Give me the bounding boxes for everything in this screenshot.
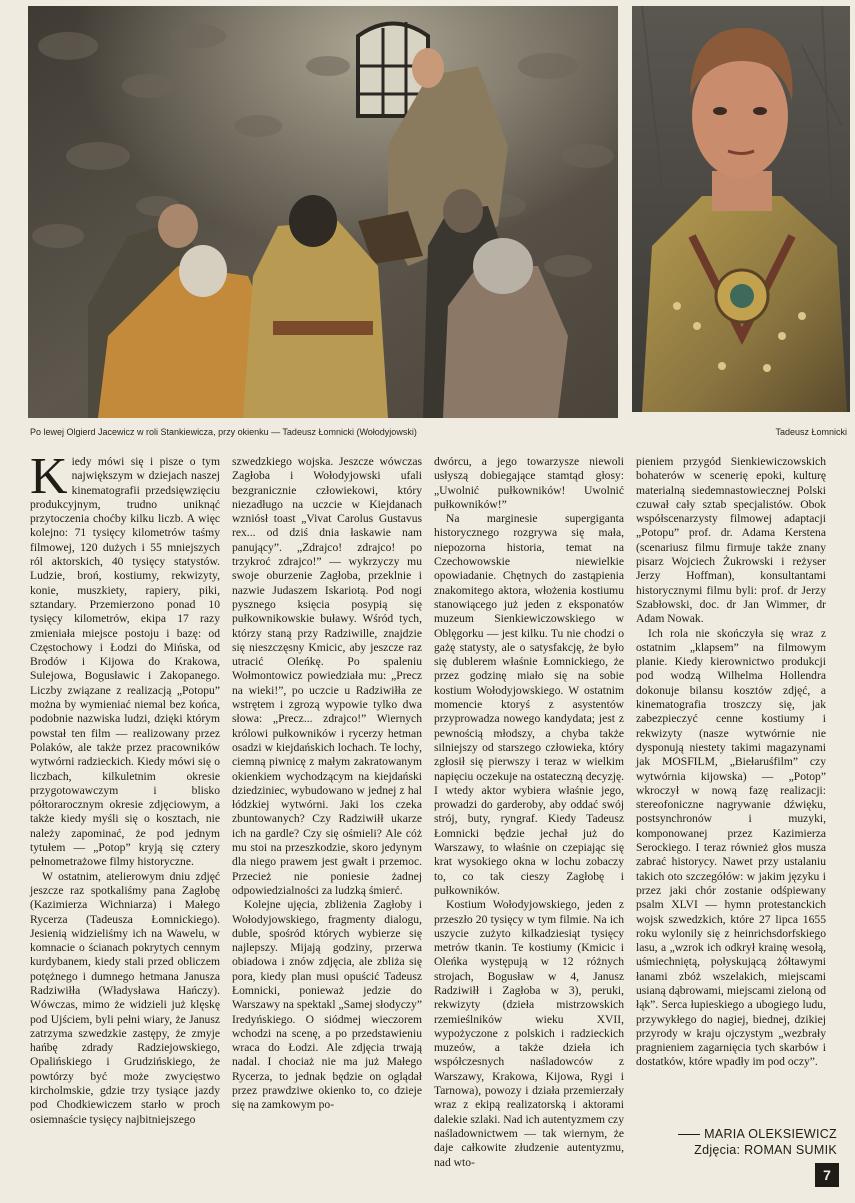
dungeon-scene-image — [28, 6, 618, 418]
article-paragraph: W ostatnim, atelierowym dniu zdjęć jeszcze raz spotkaliśmy pana Zagłobę (Kazimierza Wichniarza) i Małego Rycerza (Tadeusza Łomnickiego). Jesienią widzieliśmy ich na Wawelu, w komnacie o ścianach pokrytych cennym kurdybanem, kiedy stali przed obliczem potężnego i dumnego hetmana Janusza Radziwiłła (Władysława Hańczy). Wówczas, mimo że widzieli już klęskę pod Ujściem, byli pełni wiary, że Janusz zatrzyma szwedzkie zastępy, że zmyje hańbę zdrady Radziejowskiego, Opalińskiego i Grudzińskiego, że powtórzy być może zwycięstwo kircholmskie, gdzie trzy tysiące jazdy pod Chodkiewiczem starło w proch osiemnaście tysięcy najbitniejszego — [30, 869, 220, 1126]
article-column-1 — [30, 448, 220, 1170]
paragraph-text: iedy mówi się i pisze o tym największym w dziejach naszej kinematografii przedsięwzięciu produkcyjnym, trudno uniknąć przytoczenia choćby kilku liczb. A więc kolejno: 71 tysięcy kilometrów taśmy filmowej, 120 dużych i 55 mniejszych ról aktorskich, 40 tysięcy statystów. Ludzie, broń, kostiumy, rekwizyty, konie, muszkiety, rapiery, piki, sztandary. Przemierzono ponad 10 tysięcy kilometrów, ekipa 17 razy zmieniała miejsce postoju i bazę: od Częstochowy i Łodzi do Mińska, od Brodów i Kijowa do Krakowa, Sulejowa, Bogusławic i Zakopanego. Liczby związane z realizacją „Potopu” można by wymieniać niemal bez końca, podobnie nazwiska ludzi, dzięki którym powstał ten film — realizowany przez Polaków, ale także przez pracowników wytwórni radzieckich. Kiedy mówi się o liczbach, kilkuletnim okresie przygotowawczym i blisko półtorarocznym okresie zdjęciowym, a także kiedy myśli się o kosztach, nie należy zapominać, że pod jednym tytułem — „Potop” kryją się cztery pełnometrażowe filmy historyczne. — [30, 455, 220, 869]
article-paragraph: Kolejne ujęcia, zbliżenia Zagłoby i Wołodyjowskiego, fragmenty dialogu, duble, spośród których wybierze się najlepszy. Mijają godziny, przerwa obiadowa i znów zdjęcia, ale zbliża się pora, kiedy plan musi opuścić Tadeusz Łomnicki, ponieważ jedzie do Warszawy na spektakl „Samej słodyczy” Iredyńskiego. O siódmej wieczorem wchodzi na scenę, a po przedstawieniu wraca do Łodzi. Ale zdjęcia trwają nadal. I chociaż nie ma już Małego Rycerza, to jednak będzie on oglądał przez prawdziwe okienko to, co dzieje się na zamkowym po- — [232, 898, 422, 1112]
article-paragraph: pieniem przygód Sienkiewiczowskich bohaterów w scenerię epoki, kulturę materialną siedemnastowiecznej Polski czuwał cały sztab specjalistów. Obok współscenarzysty filmowej adaptacji „Potopu” prof. dr. Adama Kerstena (scenariusz filmu firmuje także znany pisarz Wojciech Żukrowski i reżyser Jerzy Hoffman), konsultantami historycznymi filmu byli: prof. dr Jerzy Szabłowski, doc. dr Jan Wimmer, dr Adam Nowak. — [636, 455, 826, 626]
article-paragraph: szwedzkiego wojska. Jeszcze wówczas Zagłoba i Wołodyjowski ufali bezgranicznie człowiekowi, który niezadługo na uczcie w Kiejdanach wzniósł toast „Vivat Carolus Gustavus rex... od dziś dnia łaskawie nam panujący”. „Zdrajco! zdrajco! po trzykroć zdrajco!” — wykrzyczy mu swoje oburzenie Zagłoba, przeklnie i nazwie Judaszem Iskariotą. Pod nogi pysznego księcia posypią się pułkownikowskie buławy. Wśród tych, którzy staną przy Radziwille, znajdzie się nieszczęsny Kmicic, aby jeszcze raz utracić Oleńkę. Po spaleniu Wołmontowicz powiedziała mu: „Precz na wieki!”, po uczcie u Radziwiłła ze wstrętem i zgrozą wypowie tylko dwa słowa: „Precz... zdrajco!” Wiernych królowi pułkowników i rycerzy hetman osadzi w kiejdańskich lochach. Te lochy, ciemną piwnicę z małym zakratowanym okienkiem wychodzącym na kiejdański dziedziniec, wybudowano w jednej z hal łódzkiej wytwórni. Jaki los czeka zbuntowanych? Czy Radziwiłł ukarze ich na gardle? Czy się ośmieli? Ale cóż mu stoi na przeszkodzie, skoro jedynym dla niego prawem jest gwałt i przemoc. Przecież nie poniesie żadnej odpowiedzialności za ludzką śmierć. — [232, 455, 422, 897]
article-column-4 — [636, 455, 826, 1170]
article-paragraph: Na marginesie supergiganta historycznego rozgrywa się mała, niepozorna historia, temat na Czechowowskie niewielkie opowiadanie. Chętnych do zastąpienia znakomitego aktora, włożenia kostiumu stanowiącego już jeden z eksponatów muzeum Sienkiewiczowskiego w Oblęgorku — jest kilku. Tu nie chodzi o gażę statysty, ale o satysfakcję, że było się dublerem właśnie Łomnickiego, że przez godzinę miało się na sobie kostium Wołodyjowskiego. W ostatnim momencie ktoryś z asystentów przyprowadza nowego kandydata; jest z pewnością młodszy, a chyba także silniejszy od starszego człowieka, który zgłosił się pierwszy i teraz w wielkim napięciu oczekuje na ostateczną decyzję. I wtedy aktor wybiera właśnie jego, prowadzi do garderoby, aby oddać swój strój, buty, ryngraf. Kiedy Tadeusz Łomnicki będzie jechał już do Warszawy, to właśnie on czepiając się krat wysokiego okna w lochu zobaczy to, co tak cieszy Zagłobę i pułkowników. — [434, 512, 624, 897]
article-column-2 — [232, 455, 422, 1170]
portrait-photo — [632, 6, 850, 412]
author-line — [678, 1126, 837, 1142]
left-photo-caption: Po lewej Olgierd Jacewicz w roli Stankiewicza, przy okienku — Tadeusz Łomnicki (Wołodyjowski) — [30, 427, 417, 437]
byline-dash — [678, 1134, 700, 1135]
author-name: MARIA OLEKSIEWICZ — [704, 1127, 837, 1141]
drop-cap: K — [30, 448, 68, 505]
article-paragraph: dwórcu, a jego towarzysze niewoli usłyszą dobiegające stamtąd głosy: „Uwolnić pułkowników! Uwolnić pułkowników!” — [434, 455, 624, 511]
article-paragraph: Kostium Wołodyjowskiego, jeden z przeszło 20 tysięcy w tym filmie. Na ich uszycie zużyto kilkadziesiąt tysięcy metrów tkanin. Te kostiumy (Kmicic i Oleńka występują w 12 różnych strojach, Bogusław w 4, Janusz Radziwiłł i Zagłoba w 3), peruki, rekwizyty (dzieła mistrzowskich rzemieślników wieku XVII, wypożyczone z polskich i radzieckich muzeów, a także dzieła ich współczesnych naśladowców z Warszawy, Krakowa, Kijowa, Rygi i Tarnowa), powozy i działa przemierzały wraz z ekipą realizatorską i aktorami dalekie szlaki. Nad ich autentyzmem czy naśladownictwem — tak wiernym, że daje całkowite złudzenie autentyzmu, nad wto- — [434, 898, 624, 1169]
page-number: 7 — [815, 1163, 839, 1187]
photo-credit: Zdjęcia: ROMAN SUMIK — [694, 1143, 837, 1157]
byline — [678, 1126, 837, 1158]
article-paragraph — [30, 448, 220, 870]
article-column-3 — [434, 455, 624, 1170]
right-photo-caption: Tadeusz Łomnicki — [775, 427, 847, 437]
article-body — [30, 448, 845, 1169]
film-still-dungeon-photo — [28, 6, 618, 418]
article-paragraph: Ich rola nie skończyła się wraz z ostatnim „klapsem” na filmowym planie. Kiedy kierownictwo produkcji pod wodzą Wilhelma Hollendra dokonuje bilansu kosztów zdjęć, a kinematografia troszczy się, jak zabezpieczyć cenne kostiumy i rekwizyty (nasze wytwórnie nie dysponują niestety takimi magazynami jak MOSFILM, „Biełaruśfilm” czy wytwórnia kijowska) — „Potop” wkroczył w nową fazę realizacji: stereofoniczne nagrywanie dźwięku, postsynchronów i muzyki, komponowanej przez Kazimierza Serockiego. I teraz również głos musza zabrać historycy. Nawet przy ustalaniu takich oto szczegółów: w jakim języku i przez jaki chór zostanie odśpiewany psalm XLVI — hymn protestanckich wojsk szwedzkich, które 27 lipca 1655 roku wylonily się z heinrichsdorfskiego lasu, a „wzrok ich odkrył krainę wesołą, uśmiechniętą, połyskującą żółtawymi łanami zbóż wszelakich, miejscami usianą dąbrowami, miejscami zieloną od łąk”. Serca łupieskiego a ubogiego ludu, przywykłego do nagiej, biednej, dzikiej przyrody w kraju ojczystym „wezbrały pragnieniem zagarnięcia tych skarbów i dostatków, które wpadły im pod oczy”. — [636, 626, 826, 1069]
portrait-image — [632, 6, 850, 412]
